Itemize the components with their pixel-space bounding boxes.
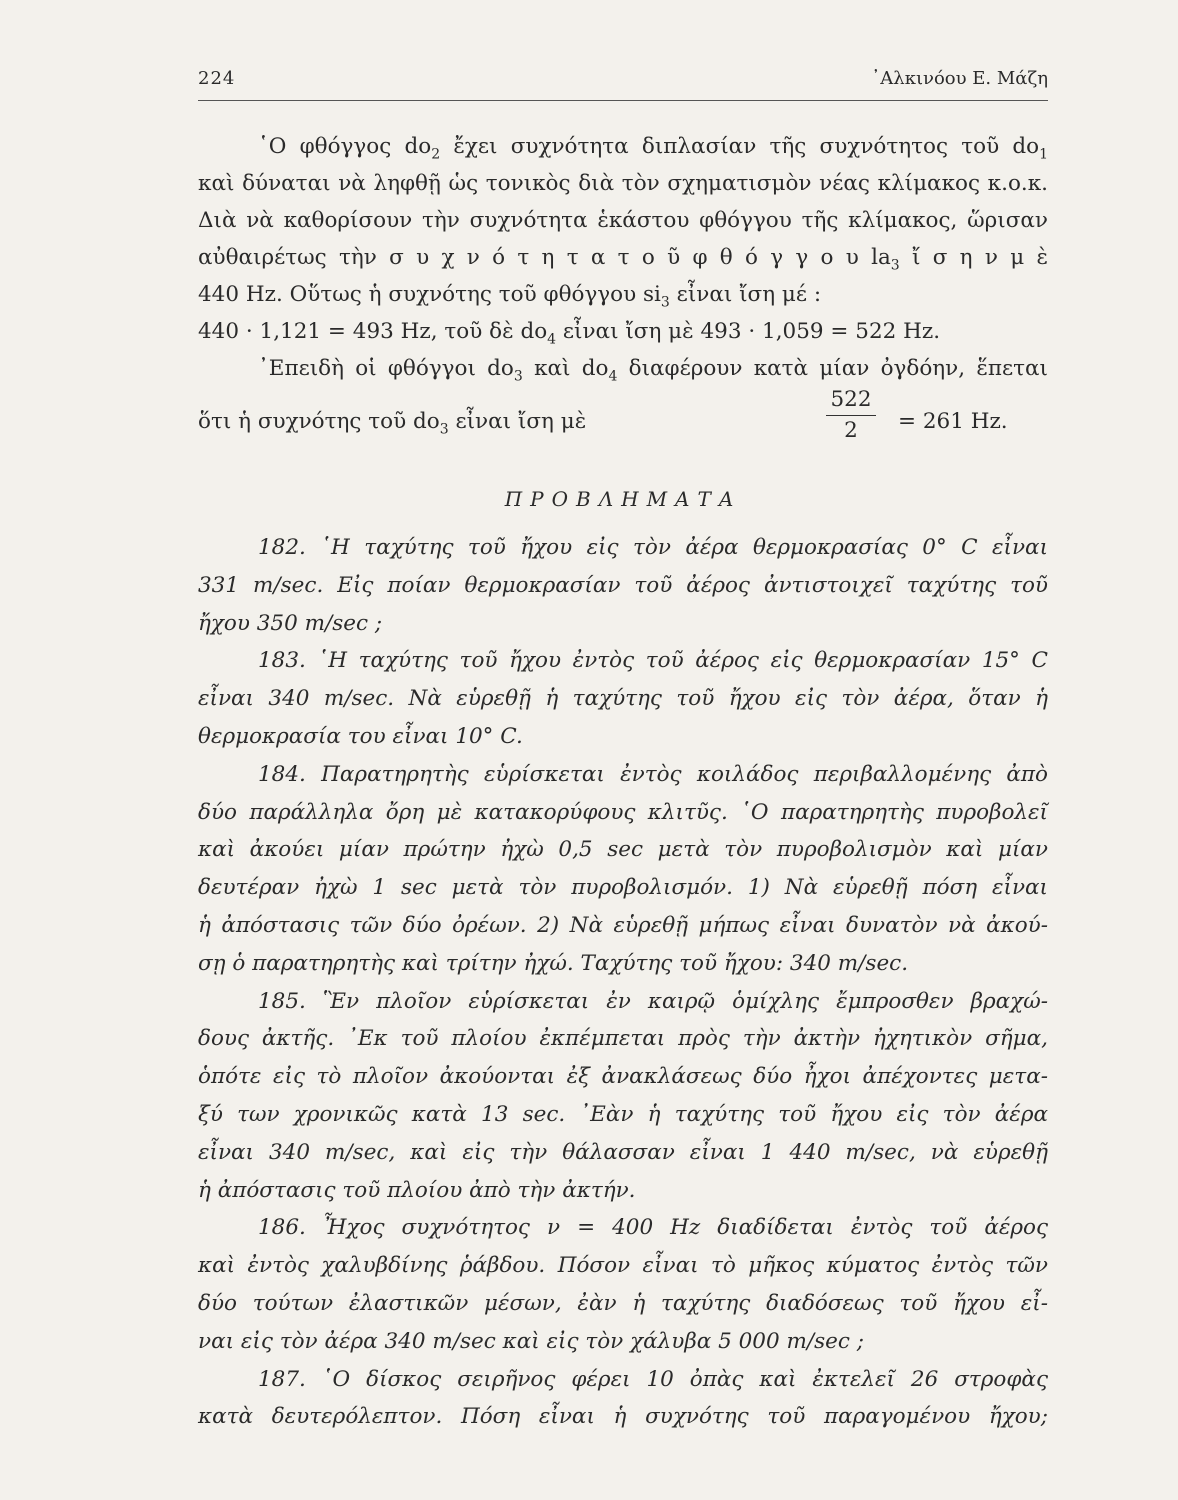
fraction-numerator: 522 [830,387,872,412]
problem-line: 184. Παρατηρητὴς εὑρίσκεται ἐντὸς κοιλάδος περιβαλλομένης ἀπὸ [258,761,1048,787]
problem-line: 183. ῾Η ταχύτης τοῦ ἤχου ἐντὸς τοῦ ἀέρος εἰς θερμοκρασίαν 15° C [258,648,1048,674]
problem-line: 186. Ἦχος συχνότητος ν = 400 Hz διαδίδεται ἐντὸς τοῦ ἀέρος [258,1215,1048,1241]
problem-line: ἡ ἀπόστασις τοῦ πλοίου ἀπὸ τὴν ἀκτήν. [198,1177,636,1203]
text-line: 440 Hz. Οὕτως ἡ συχνότης τοῦ φθόγγου $si_3$ εἶναι ἴση μέ : [198,282,822,311]
problem-line: δους ἀκτῆς. ᾿Εκ τοῦ πλοίου ἐκπέμπεται πρὸς τὴν ἀκτὴν ἠχητικὸν σῆμα, [198,1026,1048,1052]
text-line: ᾿Επειδὴ οἱ φθόγγοι $do_3$ καὶ $do_4$ διαφέρουν κατὰ μίαν ὀγδόην, ἕπεται [258,356,1048,385]
intro-paragraph [198,128,1048,449]
fraction-bar [826,415,876,416]
problem-line: θερμοκρασία του εἶναι 10° C. [198,723,523,749]
problem-line: καὶ ἀκούει μίαν πρώτην ἠχὼ 0,5 sec μετὰ τὸν πυροβολισμὸν καὶ μίαν [198,837,1048,863]
text-line: αὐθαιρέτως τὴν σ υ χ ν ό τ η τ α τ ο ῦ φ θ ό γ γ ο υ $la_3$ ἴ σ η ν μ ὲ [198,245,1048,274]
problem-line: καὶ ἐντὸς χαλυβδίνης ῥάβδου. Πόσον εἶναι τὸ μῆκος κύματος ἐντὸς τῶν [198,1253,1048,1279]
problem-line: ἤχου 350 m/sec ; [198,610,383,636]
text-line: καὶ δύναται νὰ ληφθῇ ὡς τονικὸς διὰ τὸν σχηματισμὸν νέας κλίμακος κ.ο.κ. [198,171,1048,196]
text-segment: = 261 Hz. [898,409,1008,434]
problem-line: 331 m/sec. Εἰς ποίαν θερμοκρασίαν τοῦ ἀέρος ἀντιστοιχεῖ ταχύτης τοῦ [198,572,1048,598]
problem-line: 185. Ἓν πλοῖον εὑρίσκεται ἐν καιρῷ ὁμίχλης ἔμπροσθεν βραχώ- [258,988,1048,1014]
problem-line: εἶναι 340 m/sec, καὶ εἰς τὴν θάλασσαν εἶναι 1 440 m/sec, νὰ εὑρεθῇ [198,1139,1048,1165]
text-segment: ὅτι ἡ συχνότης τοῦ $do_3$ εἶναι ἴση μὲ [198,409,587,438]
problem-line: 187. ῾Ο δίσκος σειρῆνος φέρει 10 ὀπὰς καὶ ἐκτελεῖ 26 στροφὰς [258,1366,1048,1392]
header-rule [198,100,1048,101]
page-header [198,62,1048,96]
text-line: Διὰ νὰ καθορίσουν τὴν συχνότητα ἑκάστου φθόγγου τῆς κλίμακος, ὥρισαν [198,208,1048,233]
problem-line: ναι εἰς τὸν ἀέρα 340 m/sec καὶ εἰς τὸν χάλυβα 5 000 m/sec ; [198,1328,865,1354]
problem-line: κατὰ δευτερόλεπτον. Πόση εἶναι ἡ συχνότης τοῦ παραγομένου ἤχου; [198,1404,1048,1430]
fraction-line [198,387,1048,449]
problem-line: 182. ῾Η ταχύτης τοῦ ἤχου εἰς τὸν ἀέρα θερμοκρασίας 0° C εἶναι [258,535,1048,560]
problem-line: εἶναι 340 m/sec. Νὰ εὑρεθῇ ἡ ταχύτης τοῦ ἤχου εἰς τὸν ἀέρα, ὅταν ἡ [198,686,1048,712]
problem-line: δύο παράλληλα ὄρη μὲ κατακορύφους κλιτῦς. ῾Ο παρατηρητὴς πυροβολεῖ [198,799,1048,825]
problem-line: ξύ των χρονικῶς κατὰ 13 sec. ᾿Εὰν ἡ ταχύτης τοῦ ἤχου εἰς τὸν ἀέρα [198,1101,1048,1127]
running-head: ᾿Αλκινόου Ε. Μάζη [871,68,1048,89]
problems-list [198,529,1048,1436]
problem-line: ἡ ἀπόστασις τῶν δύο ὀρέων. 2) Νὰ εὑρεθῇ μήπως εἶναι δυνατὸν νὰ ἀκού- [198,912,1048,938]
text-line: ῾Ο φθόγγος $do_2$ ἔχει συχνότητα διπλασίαν τῆς συχνότητος τοῦ $do_1$ [258,134,1048,163]
page-body [198,128,1048,1436]
fraction [826,387,876,444]
fraction-denominator: 2 [844,418,858,443]
problem-line: σῃ ὁ παρατηρητὴς καὶ τρίτην ἠχώ. Ταχύτης τοῦ ἤχου: 340 m/sec. [198,950,909,976]
page-number: 224 [198,68,236,89]
problem-line: ὁπότε εἰς τὸ πλοῖον ἀκούονται ἐξ ἀνακλάσεως δύο ἦχοι ἀπέχοντες μετα- [198,1064,1048,1090]
problem-line: δύο τούτων ἐλαστικῶν μέσων, ἐὰν ἡ ταχύτης διαδόσεως τοῦ ἤχου εἶ- [198,1290,1048,1316]
text-line: 440 · 1,121 = 493 Hz, τοῦ δὲ $do_4$ εἶναι ἴση μὲ 493 · 1,059 = 522 Hz. [198,319,941,348]
section-title: ΠΡΟΒΛΗΜΑΤΑ [504,487,742,511]
problem-line: δευτέραν ἠχὼ 1 sec μετὰ τὸν πυροβολισμόν. 1) Νὰ εὑρεθῇ πόση εἶναι [198,875,1048,901]
